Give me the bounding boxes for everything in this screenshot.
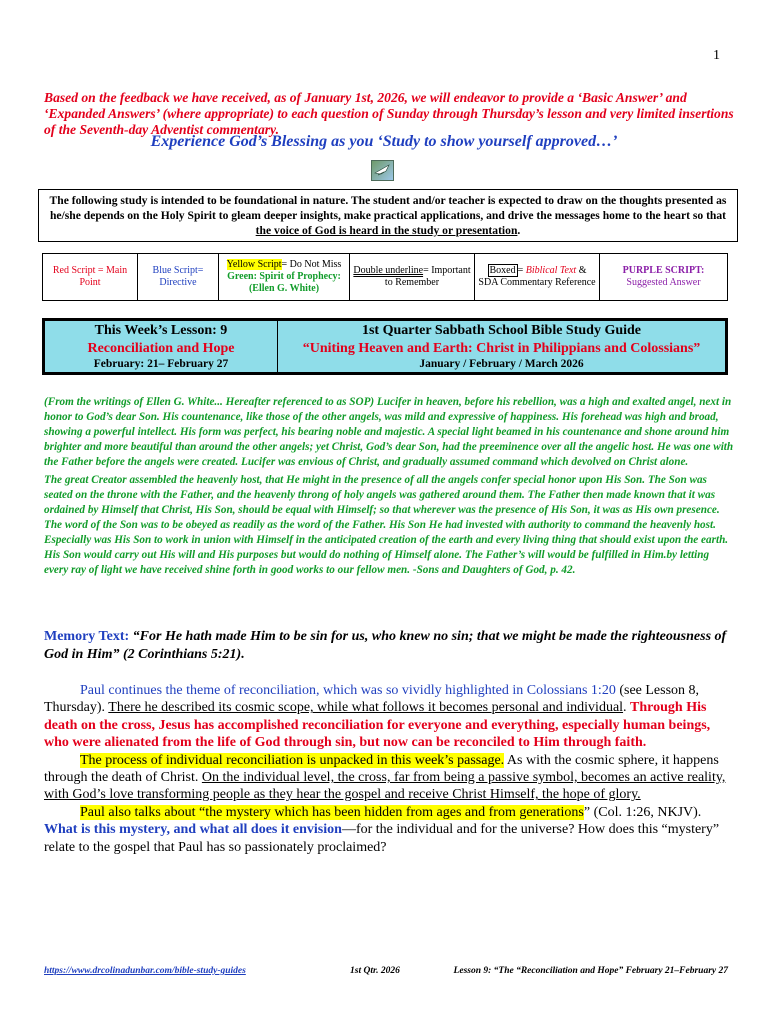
p1-dot: . xyxy=(623,700,631,716)
legend-double-rest: = Important to Remember xyxy=(384,265,471,288)
lesson-body xyxy=(44,682,734,856)
foundation-note xyxy=(38,189,738,242)
lesson-series: “Uniting Heaven and Earth: Christ in Philippians and Colossians” xyxy=(302,341,701,356)
sop-section xyxy=(44,395,734,581)
p3-blue: What is this mystery, and what all does it envision xyxy=(44,822,342,838)
lesson-guide: 1st Quarter Sabbath School Bible Study Guide xyxy=(361,323,642,338)
intro-notice: Based on the feedback we have received, as of January 1st, 2026, we will endeavor to provide a ‘Basic Answer’ and ‘Expanded Answers’ (where appropriate) to each question of Sunday through Thursday’s lesson and very limited insertions of the Seventh-day Adventist commentary. xyxy=(44,90,734,137)
footer-lesson: Lesson 9: “The “Reconciliation and Hope” February 21–February 27 xyxy=(453,966,728,976)
p1-blue: Paul continues the theme of reconciliation, which was so vividly highlighted in Colossians 1:20 xyxy=(80,683,616,698)
legend-yellow-rest: = Do Not Miss xyxy=(281,259,342,270)
footer-url-link[interactable]: https://www.drcolinadunbar.com/bible-study-guides xyxy=(44,966,246,976)
blessing-heading: Experience God’s Blessing as you ‘Study to show yourself approved…’ xyxy=(150,133,618,150)
legend-double xyxy=(350,254,475,301)
legend-yellow: Yellow Script xyxy=(226,259,282,270)
legend-boxed-label: Boxed xyxy=(489,265,516,276)
legend-blue: Blue Script= Directive xyxy=(138,254,219,301)
memory-verse: “For He hath made Him to be sin for us, who knew no sin; that we might be made the righteousness of God in Him” (2 Corinthians 5:21). xyxy=(44,629,727,662)
p3-plain-2: —for the individual and for the universe? How does this “mystery” relate to the gospel that Paul has so passionately proclaimed? xyxy=(44,822,720,855)
p3-highlight: Paul also talks about “the mystery which has been hidden from ages and from generations xyxy=(80,804,584,820)
lesson-guide-cell xyxy=(278,320,727,374)
body-paragraph-1 xyxy=(44,682,734,752)
legend-biblical: Biblical Text xyxy=(525,265,577,276)
legend-boxed-eq: = xyxy=(517,265,526,276)
p3-plain-1: ” (Col. 1:26, NKJV). xyxy=(583,804,702,820)
legend-boxed xyxy=(475,254,600,301)
footer-quarter: 1st Qtr. 2026 xyxy=(350,966,400,976)
sop-paragraph-2: The great Creator assembled the heavenly host, that He might in the presence of all the angels confer special honor upon His Son. The Son was seated on the throne with the Father, and the heavenly throng of holy angels was gathered around them. The Father then made known that it was ordained by Himself that Christ, His Son, should be equal with Himself; so that wherever was the presence of His Son, it was as His own presence. The word of the Son was to be obeyed as readily as the word of the Father. His Son He had invested with authority to command the heavenly host. Especially was His Son to work in union with Himself in the anticipated creation of the earth and every living thing that should exist upon the earth. His Son would carry out His will and His purposes but would do nothing of Himself alone. The Father’s will would be fulfilled in Him.by letting every ray of light we have received shine forth in good works to our fellow men. -Sons and Daughters of God, p. 42. xyxy=(44,474,729,576)
body-paragraph-3 xyxy=(44,804,734,856)
legend-green: Green: Spirit of Prophecy: (Ellen G. White) xyxy=(227,271,341,294)
memory-label: Memory Text: xyxy=(44,629,130,644)
lesson-week-label: This Week’s Lesson: 9 xyxy=(94,323,228,338)
foundation-text: The following study is intended to be foundational in nature. The student and/or teacher is expected to draw on the thoughts presented as he/she depends on the Holy Spirit to gleam deeper insights, make practical applications, and drive the messages home to the heart so that xyxy=(49,194,727,222)
legend-purple-label: PURPLE SCRIPT: xyxy=(622,265,705,276)
legend-yellow-green xyxy=(219,254,350,301)
legend-purple-rest: Suggested Answer xyxy=(626,277,701,288)
dove-icon xyxy=(371,160,394,181)
body-paragraph-2 xyxy=(44,752,734,804)
lesson-header xyxy=(42,318,728,375)
p2-underlined: On the individual level, the cross, far from being a passive symbol, becomes an active reality, with God’s love transforming people as they hear the gospel and receive Christ Himself, the hope of glory. xyxy=(44,770,726,803)
foundation-end: . xyxy=(517,224,521,237)
p1-red: Through His death on the cross, Jesus has accomplished reconciliation for everyone and everything, especially human beings, who were alienated from the life of God through sin, but now can be reconciled to Him through faith. xyxy=(44,700,711,751)
legend-double-label: Double underline xyxy=(353,265,424,276)
lesson-title: Reconciliation and Hope xyxy=(87,341,235,356)
lesson-dates: February: 21– February 27 xyxy=(93,358,229,370)
p1-plain: (see Lesson 8, Thursday). xyxy=(44,683,700,716)
p2-highlight: The process of individual reconciliation is unpacked in this week’s passage. xyxy=(80,752,505,768)
legend-boxed-rest: & SDA Commentary Reference xyxy=(478,265,596,288)
p2-plain: As with the cosmic sphere, it happens through the death of Christ. xyxy=(44,752,719,786)
page-footer xyxy=(44,966,734,976)
lesson-quarter: January / February / March 2026 xyxy=(419,358,584,370)
color-legend xyxy=(42,253,728,301)
page-number: 1 xyxy=(713,48,720,63)
memory-text xyxy=(44,628,734,664)
legend-purple xyxy=(600,254,728,301)
p1-underlined: There he described its cosmic scope, while what follows it becomes personal and individual xyxy=(108,700,624,716)
legend-red: Red Script = Main Point xyxy=(43,254,138,301)
foundation-underlined: the voice of God is heard in the study or presentation xyxy=(255,224,518,237)
sop-paragraph-1: (From the writings of Ellen G. White... Hereafter referenced to as SOP) Lucifer in heaven, before his rebellion, was a high and exalted angel, next in honor to God’s dear Son. His countenance, like those of the other angels, was mild and expressive of happiness. His forehead was high and broad, showing a powerful intellect. His form was perfect, his bearing noble and majestic. A special light beamed in his countenance and shone around him brighter and more beautiful than around the other angels; yet Christ, God’s dear Son, had the preeminence over all the angelic host. He was one with the Father before the angels were created. Lucifer was envious of Christ, and gradually assumed command which devolved on Christ alone. xyxy=(44,396,734,468)
lesson-week-cell xyxy=(44,320,278,374)
